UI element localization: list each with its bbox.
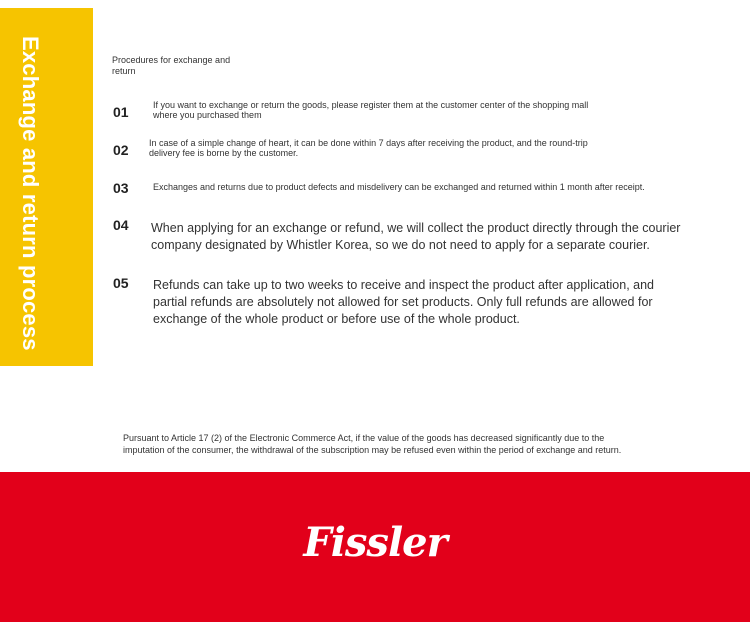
step-text: Exchanges and returns due to product defects and misdelivery can be exchanged and returned within 1 month after receipt.: [153, 182, 645, 192]
side-title-text: Exchange and return process: [18, 36, 43, 351]
step-text: In case of a simple change of heart, it can be done within 7 days after receiving the product, and the round-trip delivery fee is borne by the customer.: [149, 138, 588, 158]
step-text: When applying for an exchange or refund, we will collect the product directly through the courier company designated by Whistler Korea, so we do not need to apply for a separate courier.: [151, 221, 681, 252]
footer: [0, 472, 750, 622]
step-number: 02: [113, 142, 129, 158]
step-number: 03: [113, 180, 129, 196]
legal-notice: Pursuant to Article 17 (2) of the Electronic Commerce Act, if the value of the goods has decreased significantly due to the imputation of the consumer, the withdrawal of the subscription may be refused even within the period of exchange and return.: [123, 433, 622, 455]
step-text: If you want to exchange or return the goods, please register them at the customer center of the shopping mall where you purchased them: [153, 100, 589, 120]
step-number: 04: [113, 217, 129, 233]
side-title: [16, 36, 44, 351]
side-banner: [0, 8, 93, 366]
step-text: Refunds can take up to two weeks to receive and inspect the product after application, and partial refunds are absolutely not allowed for set products. Only full refunds are allowed for exchange of the whole product or before use of the whole product.: [153, 278, 655, 326]
step-number: 05: [113, 275, 129, 291]
fissler-logo: Fissler: [303, 519, 447, 566]
procedures-title: Procedures for exchange and return: [112, 55, 231, 76]
step-number: 01: [113, 104, 129, 120]
